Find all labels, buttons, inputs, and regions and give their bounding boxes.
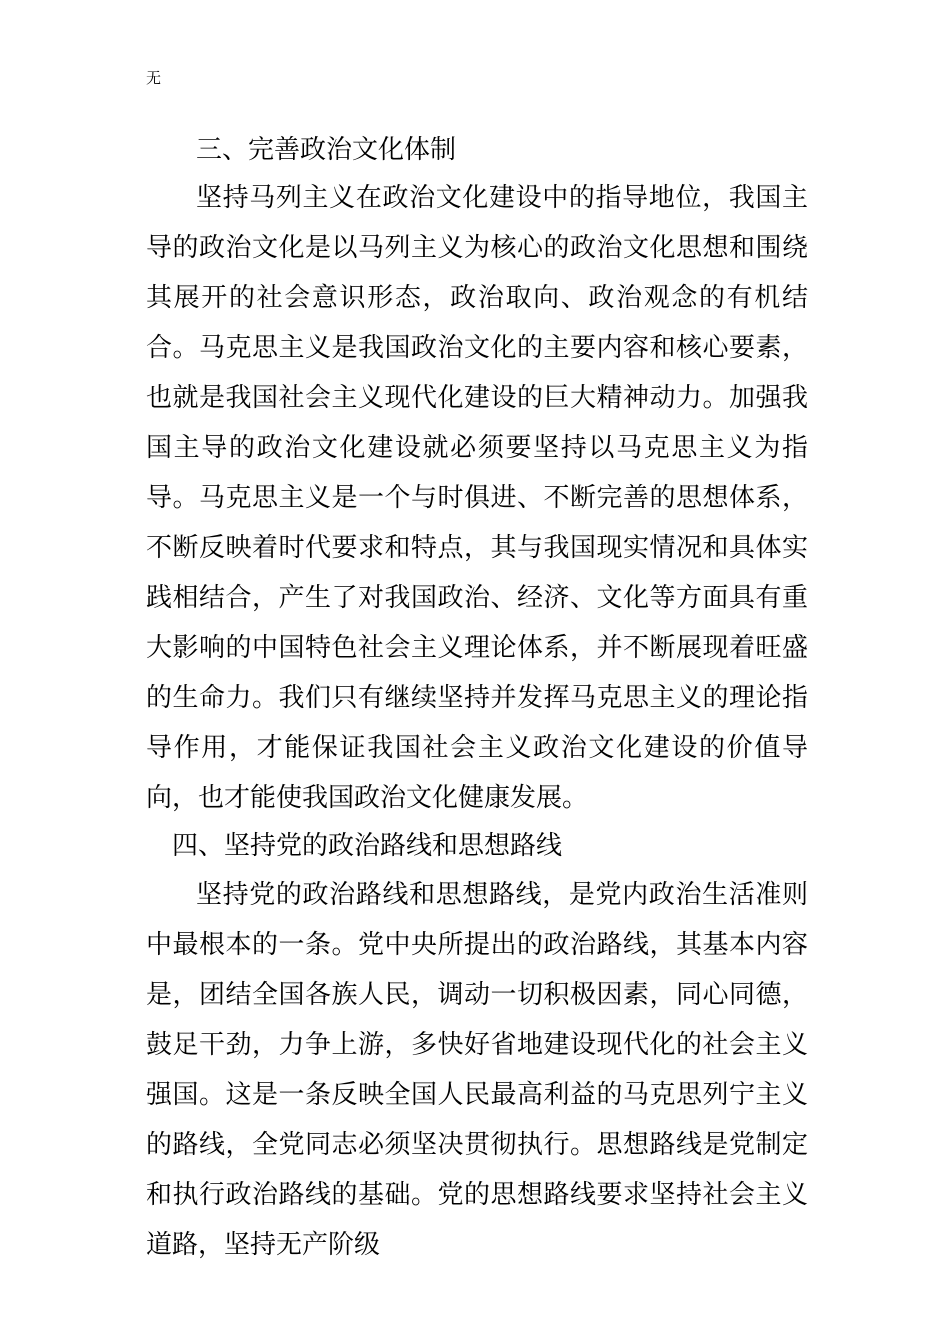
section-paragraph-4: 坚持党的政治路线和思想路线，是党内政治生活准则中最根本的一条。党中央所提出的政治路线，其基本内容是，团结全国各族人民，调动一切积极因素，同心同德，鼓足干劲，力争上游，多快好省地建设现代化的社会主义强国。这是一条反映全国人民最高利益的马克思列宁主义的路线，全党同志必须坚决贯彻执行。思想路线是党制定和执行政治路线的基础。党的思想路线要求坚持社会主义道路，坚持无产阶级 (146, 880, 808, 1260)
header-mark: 无 (146, 69, 162, 87)
section-paragraph-3: 坚持马列主义在政治文化建设中的指导地位，我国主导的政治文化是以马列主义为核心的政治文化思想和围绕其展开的社会意识形态，政治取向、政治观念的有机结合。马克思主义是我国政治文化的主要内容和核心要素，也就是我国社会主义现代化建设的巨大精神动力。加强我国主导的政治文化建设就必须要坚持以马克思主义为指导。马克思主义是一个与时俱进、不断完善的思想体系，不断反映着时代要求和特点，其与我国现实情况和具体实践相结合，产生了对我国政治、经济、文化等方面具有重大影响的中国特色社会主义理论体系，并不断展现着旺盛的生命力。我们只有继续坚持并发挥马克思主义的理论指导作用，才能保证我国社会主义政治文化建设的价值导向，也才能使我国政治文化健康发展。 (146, 183, 808, 813)
section-heading-4: 四、坚持党的政治路线和思想路线 (172, 831, 563, 861)
section-heading-3: 三、完善政治文化体制 (196, 135, 457, 165)
